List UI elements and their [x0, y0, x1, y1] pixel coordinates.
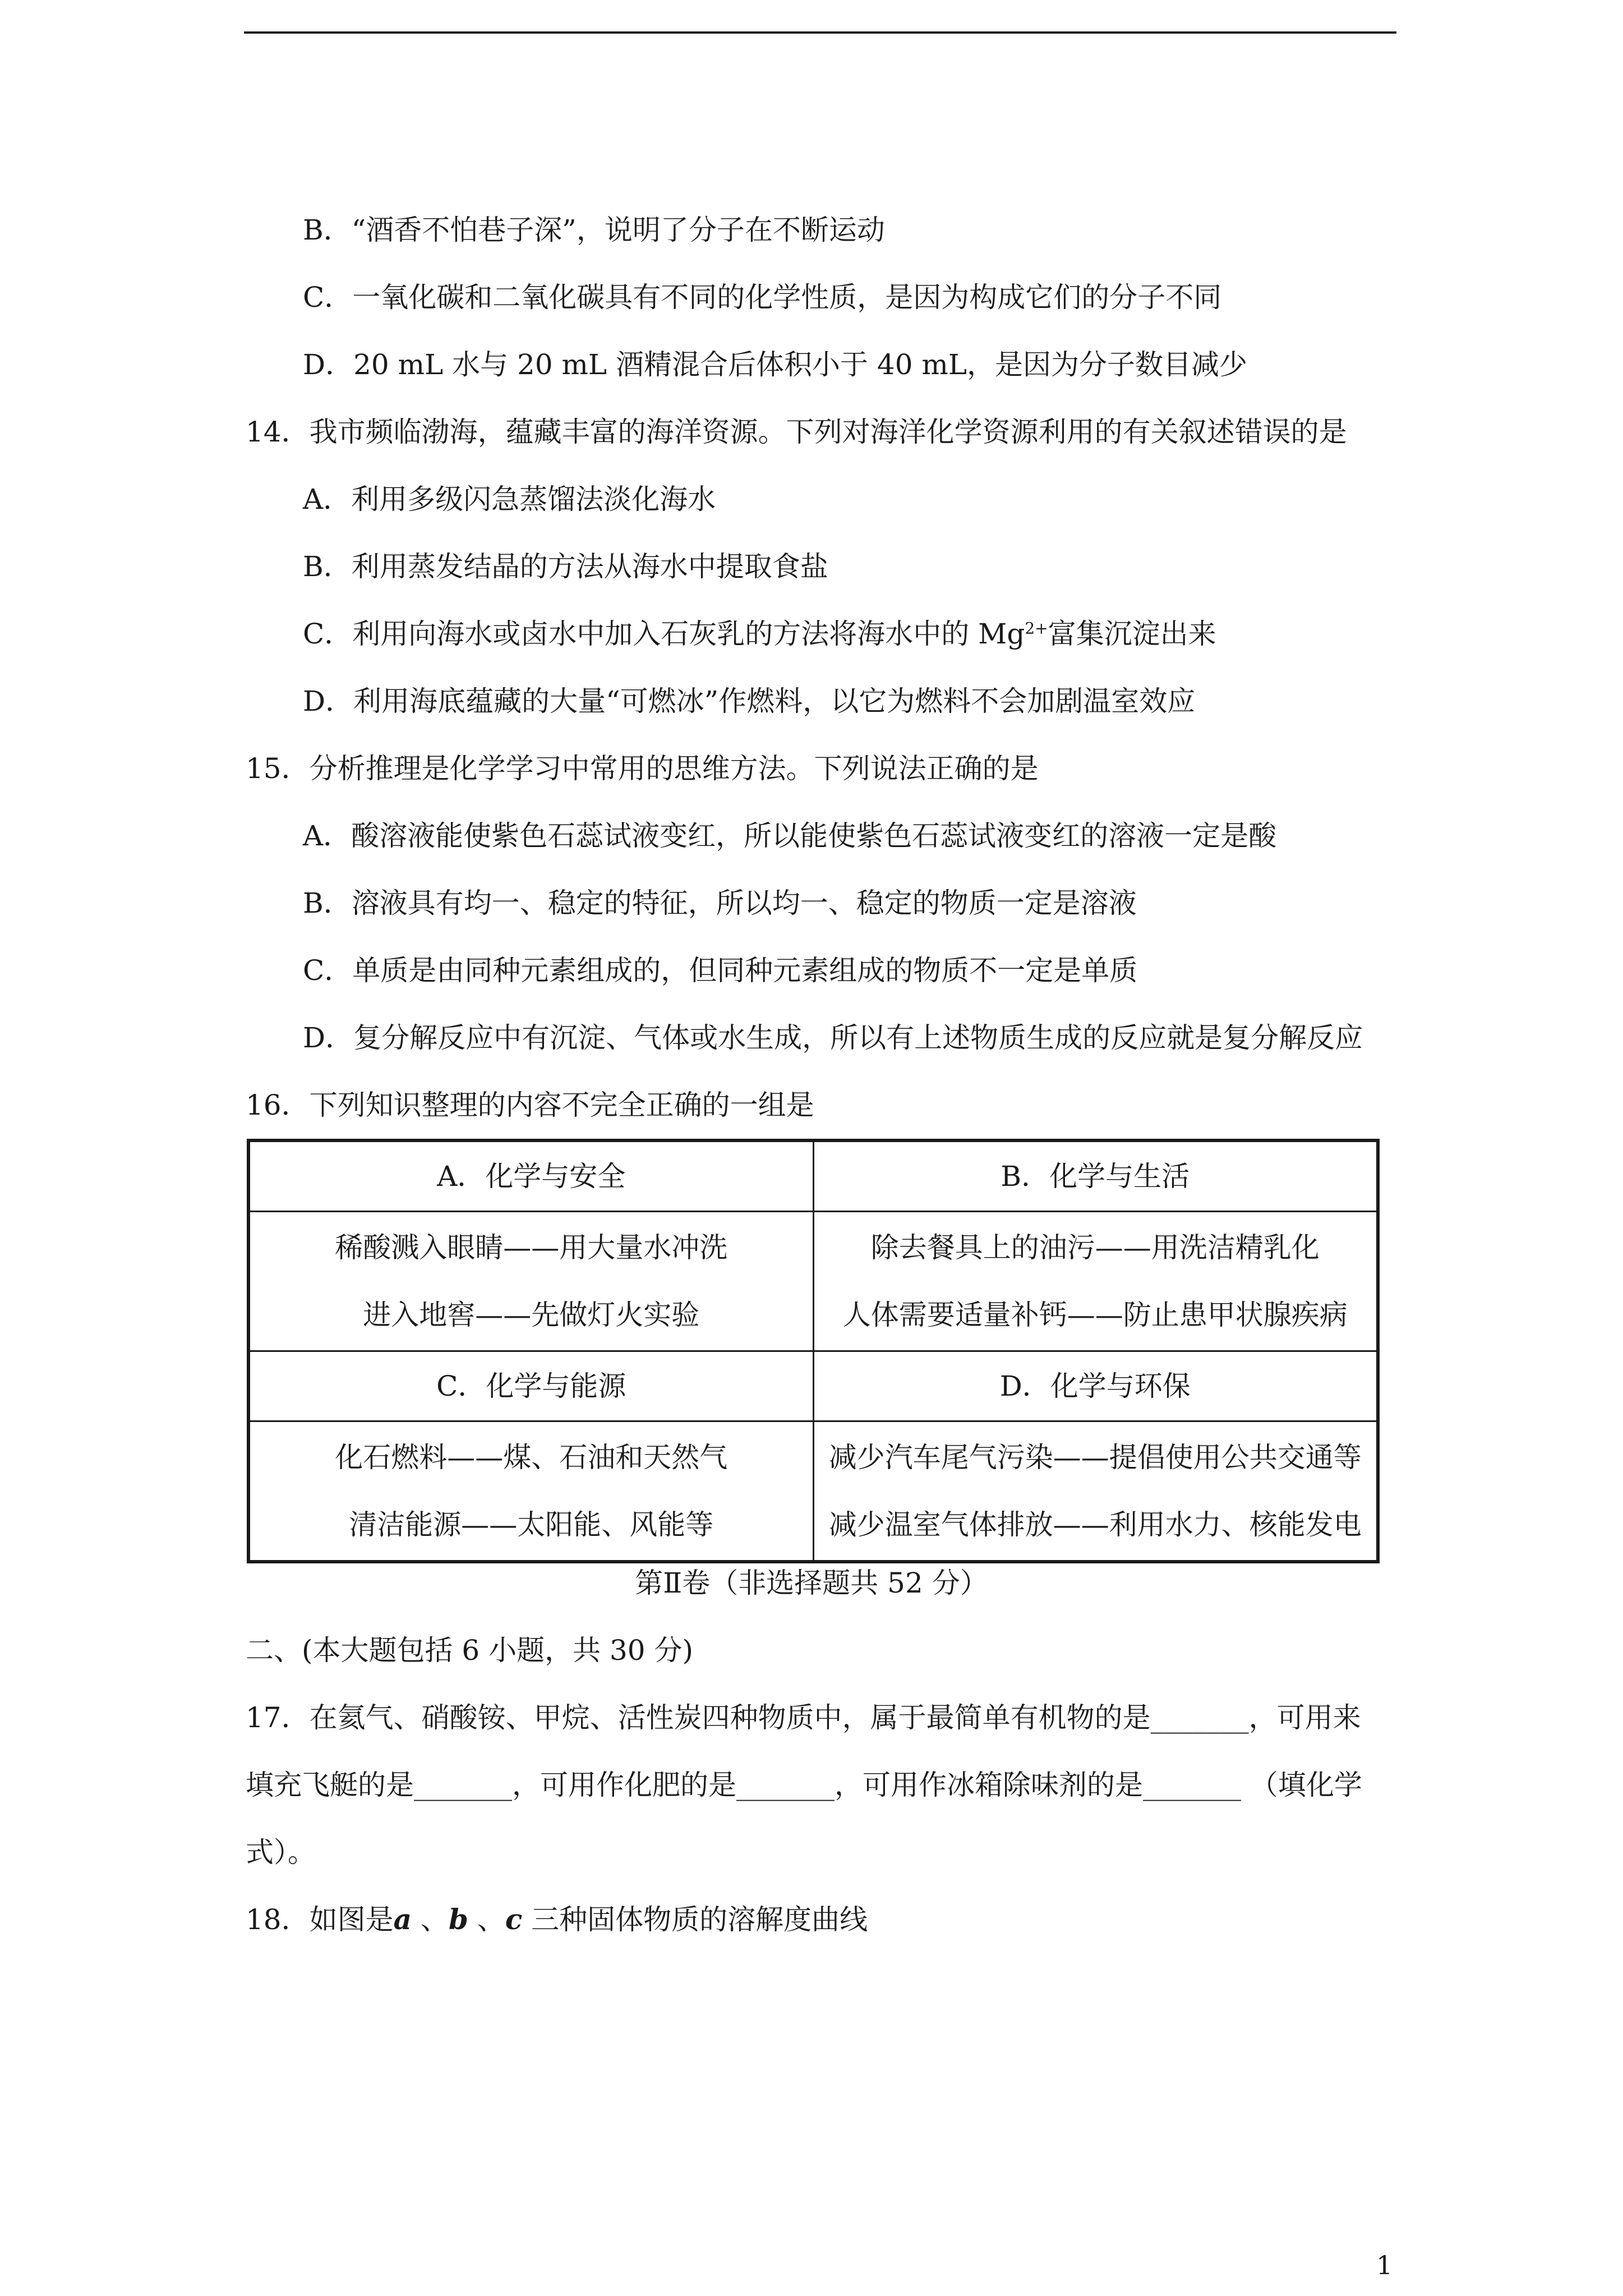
question-18-text: 18．如图是 — [246, 1903, 394, 1936]
q14-option-c-superscript: 2+ — [1025, 619, 1048, 638]
question-17-line-2: 填充飞艇的是_______，可用作化肥的是_______，可用作冰箱除味剂的是_______ （填化学 — [246, 1769, 1362, 1801]
q15-option-d: D．复分解反应中有沉淀、气体或水生成，所以有上述物质生成的反应就是复分解反应 — [303, 1022, 1363, 1054]
q15-option-a: A．酸溶液能使紫色石蕊试液变红，所以能使紫色石蕊试液变红的溶液一定是酸 — [303, 820, 1277, 852]
q13-option-c: C．一氧化碳和二氧化碳具有不同的化学性质，是因为构成它们的分子不同 — [303, 281, 1222, 314]
q18-var-b: b — [448, 1903, 468, 1936]
table-cell-b-line-2: 人体需要适量补钙——防止患甲状腺疾病 — [842, 1299, 1348, 1331]
q14-option-a: A．利用多级闪急蒸馏法淡化海水 — [303, 483, 716, 516]
q18-separator-2: 、 — [468, 1903, 505, 1936]
q14-option-d: D．利用海底蕴藏的大量“可燃冰”作燃料，以它为燃料不会加剧温室效应 — [303, 685, 1196, 717]
table-head-b: B．化学与生活 — [813, 1140, 1378, 1212]
table-cell-c-line-1: 化石燃料——煤、石油和天然气 — [335, 1441, 728, 1474]
q18-var-c: c — [505, 1903, 523, 1936]
question-17-line-3: 式）。 — [246, 1836, 316, 1869]
q13-option-b: B．“酒香不怕巷子深”，说明了分子在不断运动 — [303, 214, 885, 246]
question-16: 16．下列知识整理的内容不完全正确的一组是 — [246, 1089, 814, 1121]
table-cell-d — [813, 1421, 1378, 1562]
table-cell-d-line-2: 减少温室气体排放——利用水力、核能发电 — [828, 1508, 1362, 1541]
question-17-line-1: 17．在氦气、硝酸铵、甲烷、活性炭四种物质中，属于最简单有机物的是_______，可用来 — [246, 1701, 1361, 1734]
q14-option-c-text-end: 富集沉淀出来 — [1048, 618, 1216, 650]
q18-separator-1: 、 — [412, 1903, 449, 1936]
q15-option-c: C．单质是由同种元素组成的，但同种元素组成的物质不一定是单质 — [303, 954, 1138, 987]
table-cell-a — [248, 1212, 813, 1351]
table-head-c: C．化学与能源 — [248, 1351, 813, 1421]
page-number: 1 — [1376, 2250, 1393, 2280]
table-cell-c — [248, 1421, 813, 1562]
table-cell-c-line-2: 清洁能源——太阳能、风能等 — [349, 1508, 714, 1541]
question-15: 15．分析推理是化学学习中常用的思维方法。下列说法正确的是 — [246, 752, 1039, 785]
section-title: 第Ⅱ卷（非选择题共 52 分） — [635, 1567, 988, 1599]
question-14: 14．我市频临渤海，蕴藏丰富的海洋资源。下列对海洋化学资源利用的有关叙述错误的是 — [246, 416, 1347, 448]
q14-option-c-text: C．利用向海水或卤水中加入石灰乳的方法将海水中的 Mg — [303, 618, 1025, 650]
knowledge-table — [247, 1139, 1380, 1563]
table-cell-a-line-1: 稀酸溅入眼睛——用大量水冲洗 — [335, 1231, 728, 1264]
table-head-d: D．化学与环保 — [813, 1351, 1378, 1421]
q14-option-c — [303, 616, 1216, 652]
q15-option-b: B．溶液具有均一、稳定的特征，所以均一、稳定的物质一定是溶液 — [303, 887, 1137, 919]
header-rule — [244, 31, 1396, 34]
table-cell-b — [813, 1212, 1378, 1351]
table-head-a: A．化学与安全 — [248, 1140, 813, 1212]
q14-option-b: B．利用蒸发结晶的方法从海水中提取食盐 — [303, 550, 828, 583]
table-cell-b-line-1: 除去餐具上的油污——用洗洁精乳化 — [870, 1231, 1320, 1264]
q13-option-d: D．20 mL 水与 20 mL 酒精混合后体积小于 40 mL，是因为分子数目减少 — [303, 348, 1248, 381]
table-cell-a-line-2: 进入地窖——先做灯火实验 — [363, 1299, 700, 1331]
part-two-heading: 二、(本大题包括 6 小题，共 30 分) — [246, 1634, 694, 1667]
question-18 — [246, 1902, 868, 1938]
q18-var-a: a — [393, 1903, 412, 1936]
table-cell-d-line-1: 减少汽车尾气污染——提倡使用公共交通等 — [828, 1441, 1362, 1474]
question-18-text-end: 三种固体物质的溶解度曲线 — [522, 1903, 868, 1936]
